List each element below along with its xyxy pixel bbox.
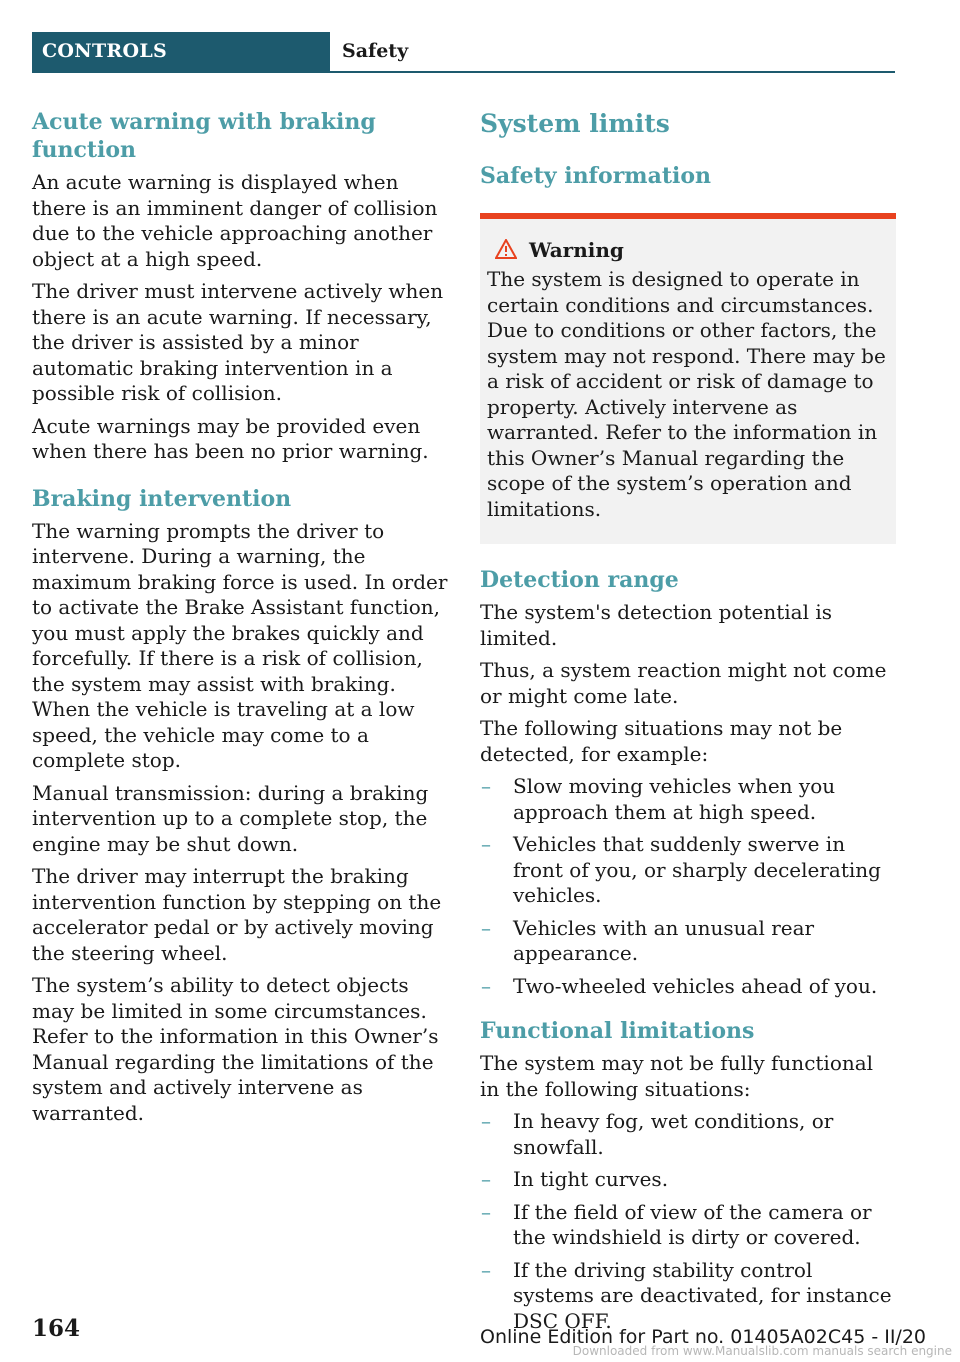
warning-triangle-icon [495, 239, 517, 259]
list-item: – In tight curves. [481, 1167, 669, 1191]
page-header [32, 32, 895, 73]
dash-bullet: – [481, 1167, 491, 1191]
dash-bullet: – [481, 1257, 491, 1282]
right-column [480, 108, 896, 1341]
paragraph: The system may not be fully functional in the following situations: [480, 1051, 874, 1101]
list-item: – Slow moving vehicles when you approach them at high speed. [481, 774, 836, 824]
heading-braking-intervention: Braking intervention [32, 485, 292, 512]
heading-system-limits: System limits [480, 109, 670, 138]
paragraph: Acute warnings may be provided even when there has been no prior warning. [32, 413, 429, 463]
heading-acute-warning: Acute warning with braking function [32, 109, 376, 163]
detection-list [480, 774, 896, 999]
list-item: – Two-wheeled vehicles ahead of you. [481, 973, 878, 998]
dash-bullet: – [481, 832, 491, 856]
header-section-label: CONTROLS [32, 32, 330, 71]
header-page-title: Safety [342, 40, 409, 62]
watermark: Downloaded from www.Manualslib.com manuals search engine [572, 1344, 952, 1358]
list-item: – If the field of view of the camera or the windshield is dirty or covered. [481, 1199, 872, 1249]
paragraph: Thus, a system reaction might not come or might come late. [480, 658, 887, 708]
left-column [32, 108, 450, 1126]
heading-safety-information: Safety information [480, 163, 712, 189]
heading-functional-limitations: Functional limitations [480, 1018, 755, 1044]
dash-bullet: – [481, 973, 491, 998]
paragraph: An acute warning is displayed when there is an imminent danger of collision due to the vehicle approaching another object at a high speed. [32, 170, 438, 271]
paragraph: The system’s ability to detect objects may be limited in some circumstances. Refer to the information in this Owner’s Manual regarding the limitations of the system and actively intervene as warranted. [32, 973, 439, 1125]
heading-detection-range: Detection range [480, 567, 679, 593]
paragraph: The warning prompts the driver to intervene. During a warning, the maximum braking force is used. In order to activate the Brake Assistant function, you must apply the brakes quickly and forcefully. If there is a risk of collision, the system may assist with braking. When the vehicle is traveling at a low speed, the vehicle may come to a complete stop. [32, 518, 448, 772]
dash-bullet: – [481, 774, 491, 798]
warning-heading [487, 237, 888, 263]
dash-bullet: – [481, 915, 491, 940]
paragraph: The driver must intervene actively when there is an acute warning. If necessary, the driver is assisted by a minor automatic braking intervention in a possible risk of collision. [32, 279, 444, 405]
dash-bullet: – [481, 1109, 491, 1133]
dash-bullet: – [481, 1199, 491, 1224]
page-number: 164 [32, 1315, 81, 1342]
list-item: – If the driving stability control systems are deactivated, for instance DSC OFF. [481, 1257, 892, 1333]
list-item: – Vehicles with an unusual rear appearance. [481, 915, 815, 965]
paragraph: The following situations may not be detected, for example: [480, 716, 843, 766]
warning-title: Warning [529, 238, 624, 262]
paragraph: The system's detection potential is limited. [480, 600, 832, 650]
warning-text: The system is designed to operate in certain conditions and circumstances. Due to conditions or other factors, the system may not respond. There may be a risk of accident or risk of damage to property. Actively intervene as warranted. Refer to the information in this Owner’s Manual regarding the scope of the system’s operation and limitations. [487, 267, 886, 521]
paragraph: The driver may interrupt the braking intervention function by stepping on the accelerator pedal or by actively moving the steering wheel. [32, 864, 442, 965]
list-item: – Vehicles that suddenly swerve in front of you, or sharply decelerating vehicles. [481, 832, 881, 907]
list-item: – In heavy fog, wet conditions, or snowfall. [481, 1109, 834, 1159]
paragraph: Manual transmission: during a braking intervention up to a complete stop, the engine may be shut down. [32, 780, 429, 856]
functional-list [480, 1109, 896, 1334]
warning-box [480, 213, 896, 544]
edition-footer: Online Edition for Part no. 01405A02C45 - II/20 [480, 1326, 927, 1348]
